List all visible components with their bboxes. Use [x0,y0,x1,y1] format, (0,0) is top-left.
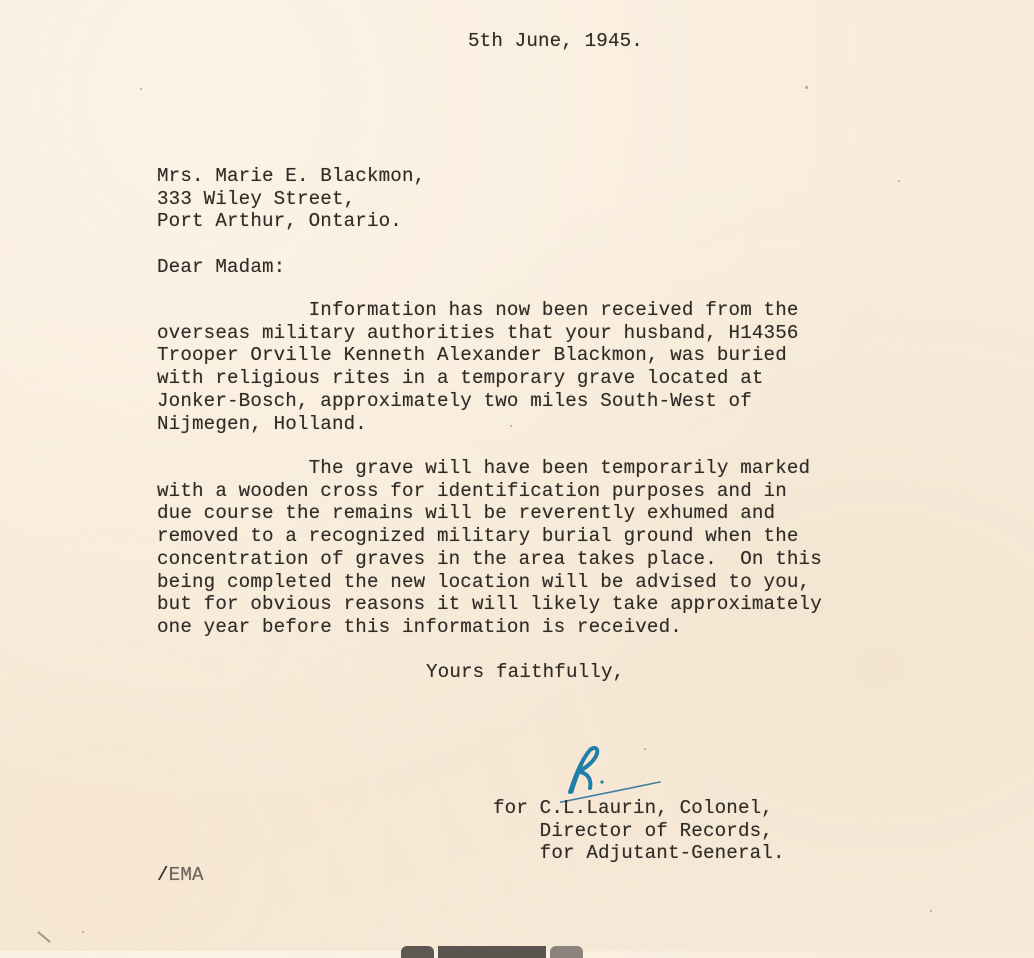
paper-speck [805,86,808,89]
paragraph-line: one year before this information is received. [157,615,682,638]
letter-date: 5th June, 1945. [468,30,643,52]
paragraph-line: The grave will have been temporarily marked [157,457,811,479]
salutation: Dear Madam: [157,256,286,278]
signatory-title: Director of Records, [493,819,773,842]
paragraph-line: Jonker-Bosch, approximately two miles South-West of [157,389,752,412]
paper-speck [510,425,512,427]
recipient-address [157,165,425,233]
paragraph-line: with religious rites in a temporary grave located at [157,367,764,390]
signatory-name: for C.L.Laurin, Colonel, [493,797,773,819]
reference-slash: / [157,864,169,886]
paper-speck [644,748,646,750]
paragraph-grave-marking [157,457,822,639]
paragraph-line: concentration of graves in the area takes place. On this [157,547,822,570]
viewer-page-indicator[interactable] [438,946,546,958]
paper-speck [930,910,932,912]
paper-speck [898,180,900,182]
viewer-prev-button[interactable] [401,946,434,958]
paragraph-line: with a wooden cross for identification purposes and in [157,479,787,502]
paragraph-line: removed to a recognized military burial ground when the [157,525,799,548]
paragraph-burial-info [157,299,799,435]
paragraph-line: being completed the new location will be advised to you, [157,570,811,593]
recipient-city: Port Arthur, Ontario. [157,210,402,233]
recipient-street: 333 Wiley Street, [157,187,356,210]
viewer-next-button[interactable] [550,946,583,958]
paper-speck [82,931,84,933]
paragraph-line: but for obvious reasons it will likely take approximately [157,593,822,616]
document-viewer-toolbar[interactable] [401,946,583,958]
signature-block [493,797,785,865]
closing: Yours faithfully, [426,661,625,683]
paragraph-line: Trooper Orville Kenneth Alexander Blackmon, was buried [157,344,787,367]
typist-reference [157,864,204,887]
paragraph-line: Information has now been received from the [157,299,799,321]
paper-scratch [37,931,51,943]
paragraph-line: Nijmegen, Holland. [157,412,367,435]
paragraph-line: overseas military authorities that your husband, H14356 [157,321,799,344]
paper-speck [140,88,142,90]
reference-initials: EMA [168,864,204,886]
recipient-name: Mrs. Marie E. Blackmon, [157,165,426,187]
paragraph-line: due course the remains will be reverently exhumed and [157,502,776,525]
signatory-department: for Adjutant-General. [493,842,785,865]
